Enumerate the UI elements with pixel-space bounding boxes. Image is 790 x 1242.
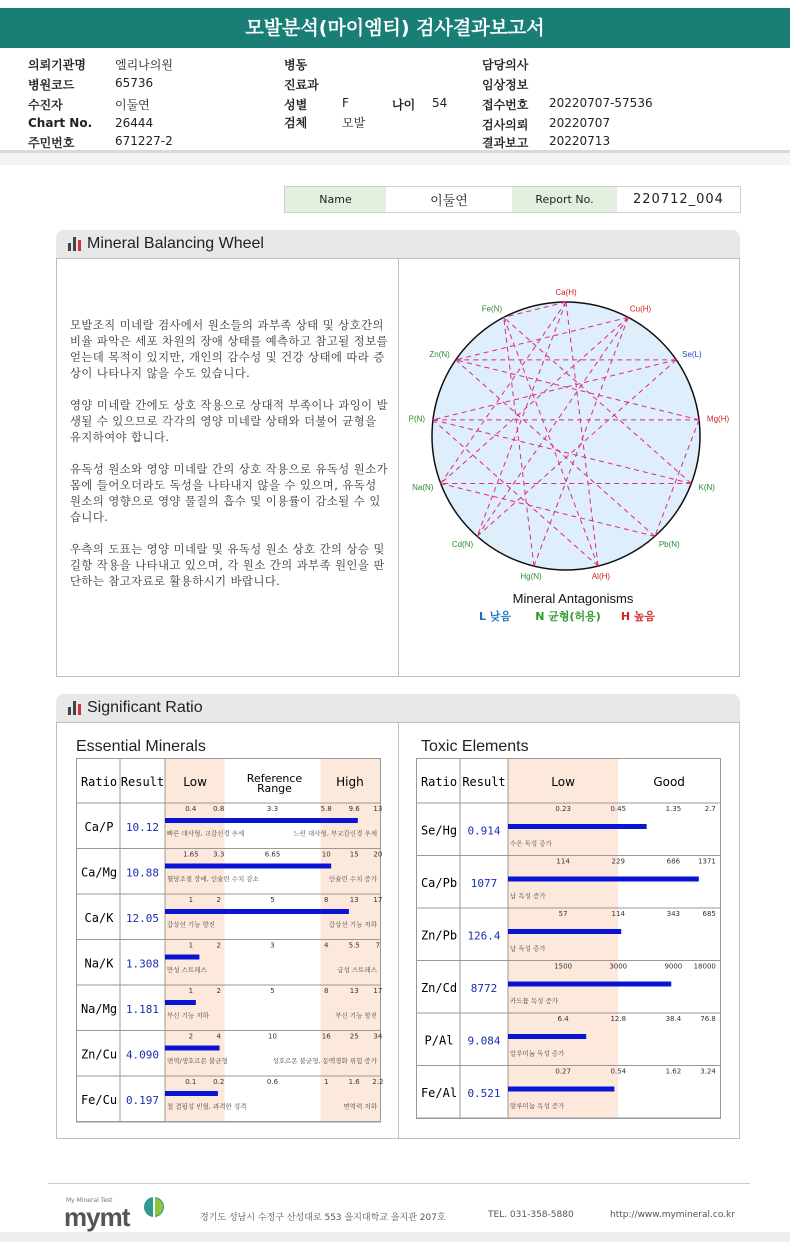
footer-address: 경기도 성남시 수정구 산성대로 553 을지대학교 을지관 207호: [200, 1213, 446, 1223]
toxic-note: 납 독성 증가: [510, 944, 546, 953]
high-note: 인슐린 수치 증가: [328, 875, 377, 883]
toxic-note: 수은 독성 증가: [510, 839, 552, 848]
tick-label: 1: [188, 987, 194, 995]
tick-label: 34: [373, 1032, 383, 1041]
ratio-name: P/Al: [424, 1033, 454, 1048]
ratio-result: 12.05: [125, 911, 160, 925]
tick-label: 17: [373, 987, 383, 995]
tick-label: 343: [666, 910, 681, 918]
tick-label: 6.4: [557, 1015, 569, 1023]
low-note: 빠른 대사형, 교감신경 우세: [167, 829, 245, 838]
age-value: 54: [432, 96, 448, 110]
tick-label: 7: [375, 941, 381, 950]
tick-label: 5: [270, 896, 275, 904]
high-note: 느린 대사형, 부교감신경 우세: [293, 829, 377, 838]
info-label: 임상정보: [482, 78, 529, 92]
toxic-note: 카드뮴 독성 증가: [510, 997, 559, 1005]
ratio-result: 1.308: [125, 957, 160, 971]
tick-label: 2: [216, 987, 221, 995]
wheel-section-title: Mineral Balancing Wheel: [87, 235, 264, 252]
col-header-ratio: Ratio: [80, 775, 118, 789]
tick-label: 18000: [693, 962, 716, 971]
wheel-caption: Mineral Antagonisms: [512, 591, 634, 606]
wheel-node-label: Fe(N): [481, 304, 503, 314]
age-label: 나이: [392, 98, 416, 112]
tick-label: 57: [558, 910, 568, 918]
info-value: 모발: [342, 116, 366, 130]
tick-label: 5: [270, 987, 275, 995]
ratio-name: Na/K: [84, 956, 114, 971]
tick-label: 1: [188, 896, 194, 904]
col-header-result: Result: [462, 775, 506, 789]
ratio-result: 1.181: [125, 1002, 160, 1016]
tick-label: 0.54: [610, 1067, 627, 1076]
bottom-strip: [0, 1232, 790, 1242]
ratio-bar: [165, 909, 349, 914]
tick-label: 0.2: [213, 1078, 225, 1086]
ratio-result: 8772: [470, 981, 498, 995]
low-note: 철 결핍성 빈혈, 과격한 성격: [167, 1102, 247, 1111]
tick-label: 4: [324, 941, 329, 950]
low-note: 만성 스트레스: [167, 966, 207, 974]
ratio-name: Ca/Pb: [420, 875, 458, 890]
divider-shadow: [0, 153, 790, 165]
info-value: 엘리나의원: [115, 58, 173, 72]
mineral-antagonism-wheel: [400, 260, 738, 675]
tick-label: 1.35: [665, 805, 682, 813]
ratio-result: 4.090: [125, 1048, 160, 1062]
tick-label: 3: [270, 941, 275, 950]
tick-label: 1: [188, 941, 194, 950]
logo-leaf-icon: [142, 1195, 166, 1219]
wheel-node-label: Zn(N): [429, 350, 450, 360]
wheel-node-label: Pb(N): [658, 539, 680, 549]
ratio-bar: [508, 982, 671, 987]
ratio-name: Ca/P: [84, 819, 114, 834]
essential-table: [76, 758, 384, 1127]
col-header-low: Low: [551, 775, 575, 789]
report-no-label: Report No.: [512, 187, 617, 212]
tick-label: 114: [611, 910, 625, 918]
info-label: 의뢰기관명: [28, 58, 86, 72]
wheel-node-label: Cd(N): [451, 539, 474, 549]
toxic-table: [416, 758, 721, 1123]
low-note: 혈당조절 장애, 인슐린 수치 감소: [167, 875, 259, 883]
ratio-result: 1077: [470, 876, 498, 890]
info-label: 검체: [284, 116, 308, 130]
tick-label: 0.27: [555, 1067, 571, 1076]
wheel-node-label: Hg(N): [520, 571, 542, 581]
low-note: 부신 기능 저하: [167, 1011, 209, 1020]
tick-label: 76.8: [700, 1015, 716, 1023]
tick-label: 3000: [609, 962, 628, 971]
tick-label: 229: [611, 857, 625, 866]
ratio-bar: [508, 1034, 586, 1039]
ratio-bar: [165, 818, 358, 823]
tick-label: 114: [556, 857, 570, 866]
info-value: 26444: [115, 116, 154, 130]
wheel-legend-item: L 낮음: [478, 610, 512, 623]
tick-label: 10: [268, 1032, 277, 1041]
ratio-result: 9.084: [467, 1034, 501, 1048]
info-label: 접수번호: [482, 98, 529, 112]
ratio-result: 0.914: [467, 824, 501, 838]
ratio-bar: [165, 1091, 218, 1096]
ratio-name: Zn/Cu: [80, 1047, 118, 1062]
ratio-bar: [165, 1046, 220, 1051]
tick-label: 0.23: [555, 805, 571, 813]
wheel-node-label: Ca(H): [555, 288, 577, 297]
mymt-logo: mymt: [64, 1202, 130, 1232]
tick-label: 8: [324, 896, 329, 904]
ratio-bar: [508, 1087, 614, 1092]
name-report-box: [284, 186, 741, 213]
wheel-node-label: Cu(H): [629, 304, 652, 314]
tick-label: 1: [324, 1078, 329, 1086]
tick-label: 3.3: [213, 850, 225, 859]
wheel-node-label: K(N): [698, 483, 715, 493]
ratio-name: Zn/Cd: [420, 980, 458, 995]
toxic-note: 알루미늄 독성 증가: [510, 1102, 565, 1110]
info-label: 성별: [284, 98, 308, 112]
tick-label: 9000: [664, 962, 683, 971]
col-header-high: High: [336, 775, 364, 789]
panel-divider: [398, 722, 399, 1139]
toxic-chart: [416, 758, 721, 1119]
tick-label: 17: [373, 896, 383, 904]
tick-label: 685: [702, 910, 716, 918]
footer-url[interactable]: http://www.mymineral.co.kr: [610, 1210, 735, 1220]
tick-label: 13: [373, 805, 383, 813]
info-label: 병동: [284, 58, 308, 72]
col-header-ratio: Ratio: [420, 775, 458, 789]
info-label: 결과보고: [482, 136, 529, 150]
info-label: 주민번호: [28, 136, 75, 150]
info-label: Chart No.: [28, 116, 93, 130]
tick-label: 686: [666, 857, 681, 866]
wheel-circle: [432, 302, 700, 570]
info-value: 65736: [115, 76, 154, 90]
wheel-node-label: Na(N): [412, 483, 434, 493]
tick-label: 25: [349, 1032, 359, 1041]
tick-label: 1.62: [665, 1067, 682, 1076]
col-header-good: Good: [653, 775, 685, 789]
wheel-legend-item: N 균형(허용): [535, 610, 601, 623]
col-header-result: Result: [120, 775, 165, 789]
ratio-result: 126.4: [467, 929, 501, 943]
essential-chart: [76, 758, 384, 1123]
high-note: 면역력 저하: [343, 1102, 377, 1111]
ratio-name: Zn/Pb: [420, 928, 458, 943]
tick-label: 0.1: [185, 1078, 197, 1086]
info-value: 20220707-57536: [549, 96, 653, 110]
low-note: 면역/생호르몬 불균형: [167, 1057, 228, 1065]
tick-label: 16: [321, 1032, 331, 1041]
info-label: 진료과: [284, 78, 319, 92]
tick-label: 0.45: [610, 805, 627, 813]
tick-label: 1371: [698, 857, 716, 866]
ratio-bar: [165, 864, 331, 869]
wheel-paragraph: 영양 미네랄 간에도 상호 작용으로 상대적 부족이나 과잉이 발생될 수 있으므로 각각의 영양 미네랄 상태와 더불어 균형을 유지하여야 합니다.: [70, 399, 389, 444]
info-label: 수진자: [28, 98, 63, 112]
toxic-note: 납 독성 증가: [510, 892, 546, 900]
ratio-bar: [508, 824, 647, 829]
tick-label: 3.24: [700, 1067, 716, 1076]
info-value: F: [342, 96, 349, 110]
tick-label: 1.65: [183, 850, 199, 859]
name-label: Name: [285, 187, 386, 212]
tick-label: 10: [321, 850, 331, 859]
tick-label: 4: [216, 1032, 221, 1041]
tick-label: 20: [373, 850, 383, 859]
ratio-section-title: Significant Ratio: [87, 699, 203, 716]
wheel-paragraph: 모발조직 미네랄 검사에서 원소들의 과부족 상태 및 상호간의 비율 파악은 세포 차원의 장애 상태를 예측하고 참고될 정보를 얻는데 목적이 있지만, 개인의 감수성 및 건강 상태에 따라 증상이 나타나지 않을 수도 있습니다.: [70, 319, 389, 380]
toxic-note: 알루미늄 독성 증가: [510, 1049, 565, 1058]
ratio-name: Fe/Al: [420, 1085, 458, 1100]
ratio-bar: [508, 877, 699, 882]
tick-label: 2: [188, 1032, 194, 1041]
tick-label: 15: [349, 850, 359, 859]
high-note: 급성 스트레스: [337, 966, 377, 974]
col-header-low: Low: [183, 775, 207, 789]
low-note: 갑상선 기능 항진: [167, 920, 216, 929]
wheel-section-header: [56, 230, 740, 258]
tick-label: 12.8: [610, 1015, 627, 1023]
info-value: 20220707: [549, 116, 611, 130]
tick-label: 5.8: [320, 805, 332, 813]
info-label: 담당의사: [482, 58, 529, 72]
tick-label: 6.65: [264, 850, 281, 859]
essential-title: Essential Minerals: [76, 738, 206, 755]
wheel-node-label: P(N): [408, 414, 426, 424]
info-value: 이둘연: [115, 98, 150, 112]
panel-divider: [398, 258, 399, 677]
tick-label: 3.3: [266, 805, 279, 813]
tick-label: 0.8: [213, 805, 225, 813]
wheel-node-label: Al(H): [591, 571, 611, 581]
toxic-title: Toxic Elements: [421, 738, 529, 755]
wheel-paragraph: 유독성 원소와 영양 미네랄 간의 상호 작용으로 유독성 원소가 몸에 들어오더라도 독성을 나타내지 않을 수 있으며, 유독성 원소의 영향으로 영양 물질의 흡수 및 이용률이 감소될 수 있습니다.: [70, 463, 389, 524]
tick-label: 13: [349, 896, 359, 904]
ratio-bar: [165, 955, 199, 960]
info-label: 검사의뢰: [482, 118, 529, 132]
bar-chart-icon: [68, 701, 81, 715]
patient-name: 이둘연: [430, 194, 468, 209]
tick-label: 13: [349, 987, 359, 995]
ratio-bar: [165, 1000, 196, 1005]
ratio-section-header: [56, 694, 740, 722]
ratio-name: Na/Mg: [80, 1001, 118, 1016]
info-value: 20220713: [549, 134, 611, 148]
report-title: 모발분석(마이엠티) 검사결과보고서: [0, 8, 790, 48]
ratio-bar: [508, 929, 621, 934]
ratio-name: Se/Hg: [420, 823, 458, 838]
wheel-description: [70, 318, 390, 606]
ratio-result: 10.12: [125, 820, 160, 834]
wheel-legend-item: H 높음: [620, 610, 656, 623]
ratio-name: Ca/K: [84, 910, 114, 925]
tick-label: 9.6: [348, 805, 360, 813]
bar-chart-icon: [68, 237, 81, 251]
tick-label: 2: [216, 941, 221, 950]
ratio-name: Fe/Cu: [80, 1092, 118, 1107]
tick-label: 38.4: [665, 1015, 682, 1023]
ratio-name: Ca/Mg: [80, 865, 118, 880]
wheel-node-label: Mg(H): [706, 414, 730, 424]
tick-label: 5.5: [348, 941, 360, 950]
report-no: 220712_004: [633, 192, 724, 207]
tick-label: 2.2: [372, 1078, 384, 1086]
tick-label: 1500: [554, 962, 573, 971]
ratio-result: 0.521: [467, 1086, 501, 1100]
info-value: 671227-2: [115, 134, 173, 148]
info-label: 병원코드: [28, 78, 75, 92]
tick-label: 8: [324, 987, 329, 995]
high-note: 갑상선 기능 저하: [328, 920, 377, 929]
wheel-node-label: Se(L): [682, 350, 702, 360]
tick-label: 0.6: [266, 1078, 279, 1086]
high-note: 성호르몬 불균형, 동맥경화 위험 증가: [272, 1057, 377, 1065]
tick-label: 0.4: [185, 805, 197, 813]
ratio-result: 10.88: [125, 866, 160, 880]
col-header-reference: Reference Range: [246, 772, 303, 795]
logo-tagline: My Mineral Test: [66, 1197, 113, 1204]
tick-label: 2.7: [704, 805, 716, 813]
footer-divider: [48, 1183, 750, 1184]
tick-label: 1.6: [348, 1078, 360, 1086]
tick-label: 2: [216, 896, 221, 904]
footer-tel: TEL. 031-358-5880: [488, 1210, 574, 1220]
ratio-result: 0.197: [125, 1093, 160, 1107]
wheel-paragraph: 우측의 도표는 영양 미네랄 및 유독성 원소 상호 간의 상승 및 길항 작용을 나타내고 있으며, 각 원소 간의 과부족 원인을 판단하는 참고자료로 활용하시기 바랍니다.: [70, 543, 385, 588]
high-note: 부신 기능 항진: [335, 1011, 377, 1020]
